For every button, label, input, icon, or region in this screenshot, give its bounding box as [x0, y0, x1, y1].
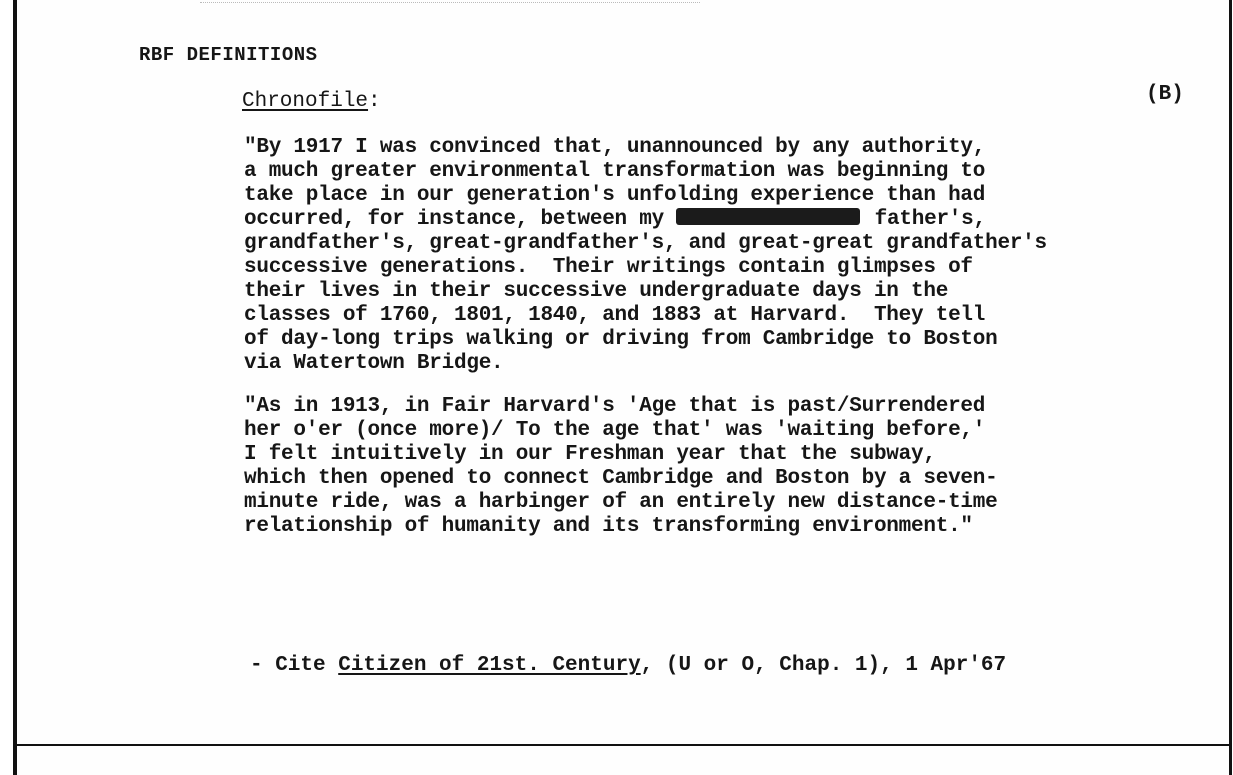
text-line: take place in our generation's unfolding experience than had	[244, 184, 986, 207]
text-line: grandfather's, great-grandfather's, and great-great grandfather's	[244, 232, 1047, 255]
text-line: I felt intuitively in our Freshman year that the subway,	[244, 443, 936, 466]
quote-paragraph-1	[244, 136, 1047, 376]
text-line: her o'er (once more)/ To the age that' was 'waiting before,'	[244, 419, 986, 442]
citation	[250, 654, 1006, 677]
section-label-colon: :	[368, 90, 381, 113]
text-line: relationship of humanity and its transforming environment."	[244, 515, 973, 538]
citation-source: Citizen of 21st. Century	[338, 654, 641, 677]
text-line: their lives in their successive undergraduate days in the	[244, 280, 949, 303]
text-line: "As in 1913, in Fair Harvard's 'Age that is past/Surrendered	[244, 395, 986, 418]
citation-details: , (U or O, Chap. 1), 1 Apr'67	[640, 654, 1007, 677]
redaction-bar	[676, 208, 860, 225]
text-line: minute ride, was a harbinger of an entirely new distance-time	[244, 491, 998, 514]
text-line: via Watertown Bridge.	[244, 352, 504, 375]
page-title: RBF DEFINITIONS	[139, 44, 318, 66]
text-line: of day-long trips walking or driving from Cambridge to Boston	[244, 328, 998, 351]
text-line: successive generations. Their writings contain glimpses of	[244, 256, 973, 279]
text-line: "By 1917 I was convinced that, unannounced by any authority,	[244, 136, 986, 159]
text-line: which then opened to connect Cambridge and Boston by a seven-	[244, 467, 998, 490]
text-line: classes of 1760, 1801, 1840, and 1883 at Harvard. They tell	[244, 304, 986, 327]
card-letter: (B)	[1146, 83, 1184, 106]
text-line: a much greater environmental transformation was beginning to	[244, 160, 986, 183]
text-segment: father's,	[862, 208, 986, 231]
quote-paragraph-2	[244, 395, 997, 539]
section-label-text: Chronofile	[242, 90, 369, 113]
text-line	[244, 208, 1047, 232]
text-segment: occurred, for instance, between my	[244, 208, 677, 231]
citation-prefix: - Cite	[250, 654, 339, 677]
next-card-edge	[13, 746, 1232, 775]
section-label	[242, 90, 381, 113]
previous-card-edge	[200, 0, 700, 3]
